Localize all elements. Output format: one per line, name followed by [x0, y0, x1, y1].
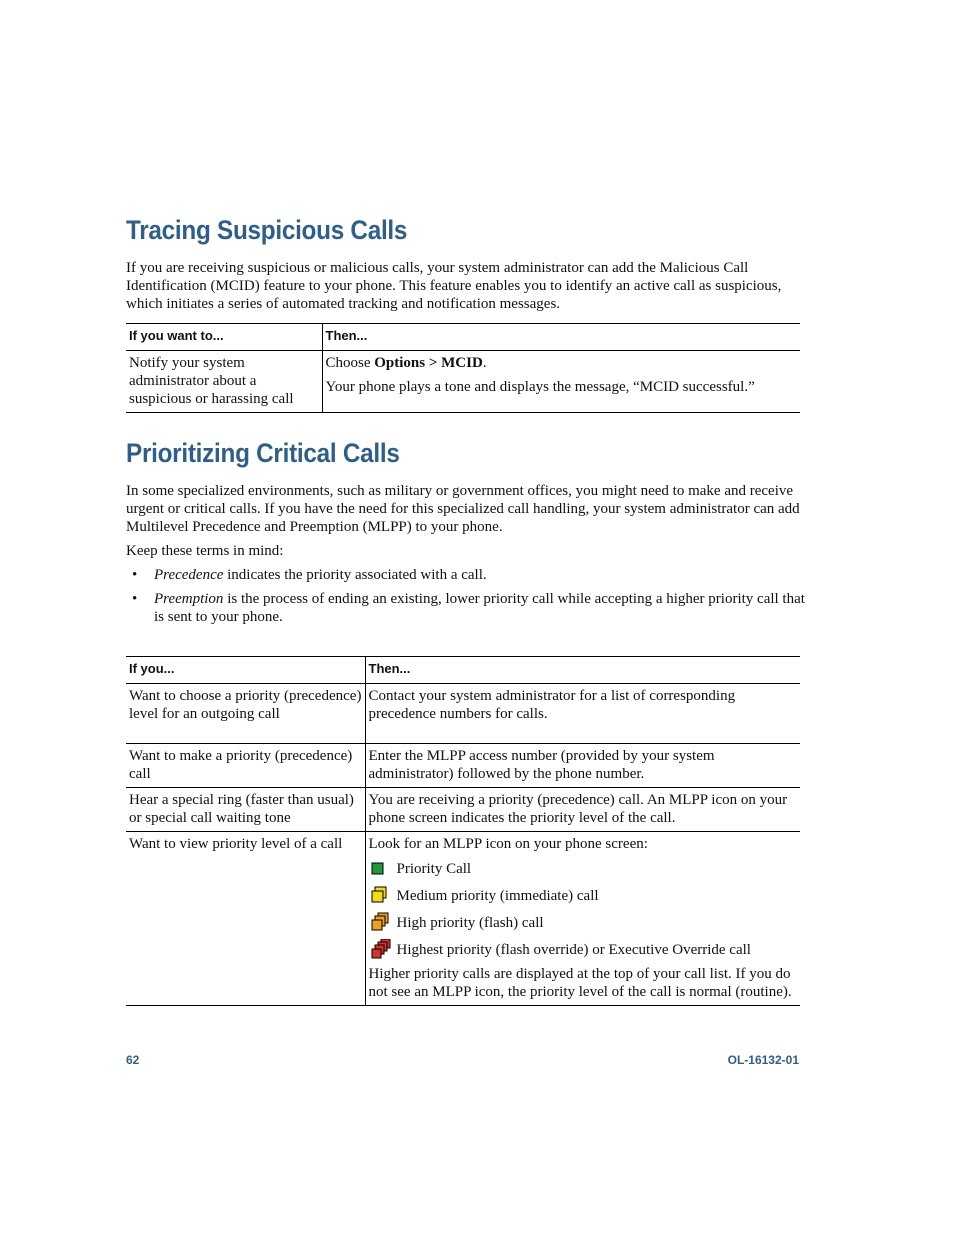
mcid-choose-suffix: .: [482, 355, 487, 371]
bullet: •: [132, 567, 138, 583]
mlpp-header-col2: Then...: [365, 657, 800, 684]
mlpp-table: [126, 656, 800, 1006]
priority-call-row: [369, 855, 799, 882]
mlpp-row4-col1: Want to view priority level of a call: [126, 832, 365, 1006]
term-definition: indicates the priority associated with a call.: [223, 567, 487, 583]
table-row: [126, 744, 800, 788]
page-number: 62: [126, 1053, 140, 1067]
mlpp-row2-col1: Want to make a priority (precedence) call: [126, 744, 365, 788]
medium-priority-label: Medium priority (immediate) call: [396, 887, 599, 904]
section-title-prioritizing: Prioritizing Critical Calls: [126, 438, 400, 468]
mcid-header-col1: If you want to...: [126, 324, 322, 351]
mlpp-row3-col1: Hear a special ring (faster than usual) or special call waiting tone: [126, 788, 365, 832]
mlpp-row1-col1: Want to choose a priority (precedence) level for an outgoing call: [126, 684, 365, 744]
list-item: [126, 566, 806, 584]
section-title-tracing: Tracing Suspicious Calls: [126, 215, 408, 245]
high-priority-row: [369, 909, 799, 936]
table-row: [126, 832, 800, 1006]
medium-priority-row: [369, 882, 799, 909]
highest-priority-label: Highest priority (flash override) or Executive Override call: [396, 941, 751, 958]
keep-in-mind: Keep these terms in mind:: [126, 543, 284, 559]
priority-call-label: Priority Call: [396, 860, 472, 877]
mlpp-table-header: [126, 657, 800, 684]
mlpp-row2-col2: Enter the MLPP access number (provided by your system administrator) followed by the phone number.: [365, 744, 800, 788]
high-priority-icon: [369, 912, 397, 934]
term-definition: is the process of ending an existing, lower priority call while accepting a higher priority call that is sent to your phone.: [154, 591, 805, 625]
mcid-table: [126, 323, 800, 413]
table-row: [126, 684, 800, 744]
list-item: [126, 590, 806, 626]
highest-priority-row: [369, 936, 799, 963]
priority-call-icon: [369, 858, 397, 880]
mlpp-row4-col2: [365, 832, 800, 1006]
high-priority-label: High priority (flash) call: [396, 914, 544, 931]
doc-id: OL-16132-01: [727, 1053, 799, 1067]
mcid-menu-path: Options > MCID: [374, 355, 483, 371]
highest-priority-icon: [369, 939, 397, 961]
mlpp-row3-col2: You are receiving a priority (precedence) call. An MLPP icon on your phone screen indicates the priority level of the call.: [365, 788, 800, 832]
tracing-intro: If you are receiving suspicious or malicious calls, your system administrator can add the Malicious Call Identification (MCID) feature to your phone. This feature enables you to identify an active call as suspicious, which initiates a series of automated tracking and notification messages.: [126, 260, 782, 312]
bullet: •: [132, 591, 138, 607]
mlpp-row1-col2: Contact your system administrator for a list of corresponding precedence numbers for calls.: [365, 684, 800, 744]
prioritizing-intro: In some specialized environments, such as military or government offices, you might need to make and receive urgent or critical calls. If you have the need for this specialized call handling, your system administrator can add Multilevel Precedence and Preemption (MLPP) to your phone.: [126, 483, 800, 535]
mcid-header-col2: Then...: [322, 324, 800, 351]
mlpp-icon-lead: Look for an MLPP icon on your phone screen:: [368, 836, 648, 852]
mlpp-header-col1: If you...: [126, 657, 365, 684]
mcid-choose-line: [326, 354, 799, 372]
term-name: Preemption: [154, 591, 224, 607]
term-name: Precedence: [154, 567, 224, 583]
mlpp-icon-footer: Higher priority calls are displayed at the top of your call list. If you do not see an MLPP icon, the priority level of the call is normal (routine).: [368, 966, 792, 1000]
medium-priority-icon: [369, 885, 397, 907]
mcid-choose-prefix: Choose: [325, 355, 375, 371]
mcid-row1-col1: Notify your system administrator about a suspicious or harassing call: [126, 351, 322, 413]
mcid-result: Your phone plays a tone and displays the message, “MCID successful.”: [325, 379, 755, 395]
mcid-table-header: [126, 324, 800, 351]
terms-list: [126, 566, 806, 632]
mcid-row1-col2: [322, 351, 800, 413]
table-row: [126, 351, 800, 413]
table-row: [126, 788, 800, 832]
